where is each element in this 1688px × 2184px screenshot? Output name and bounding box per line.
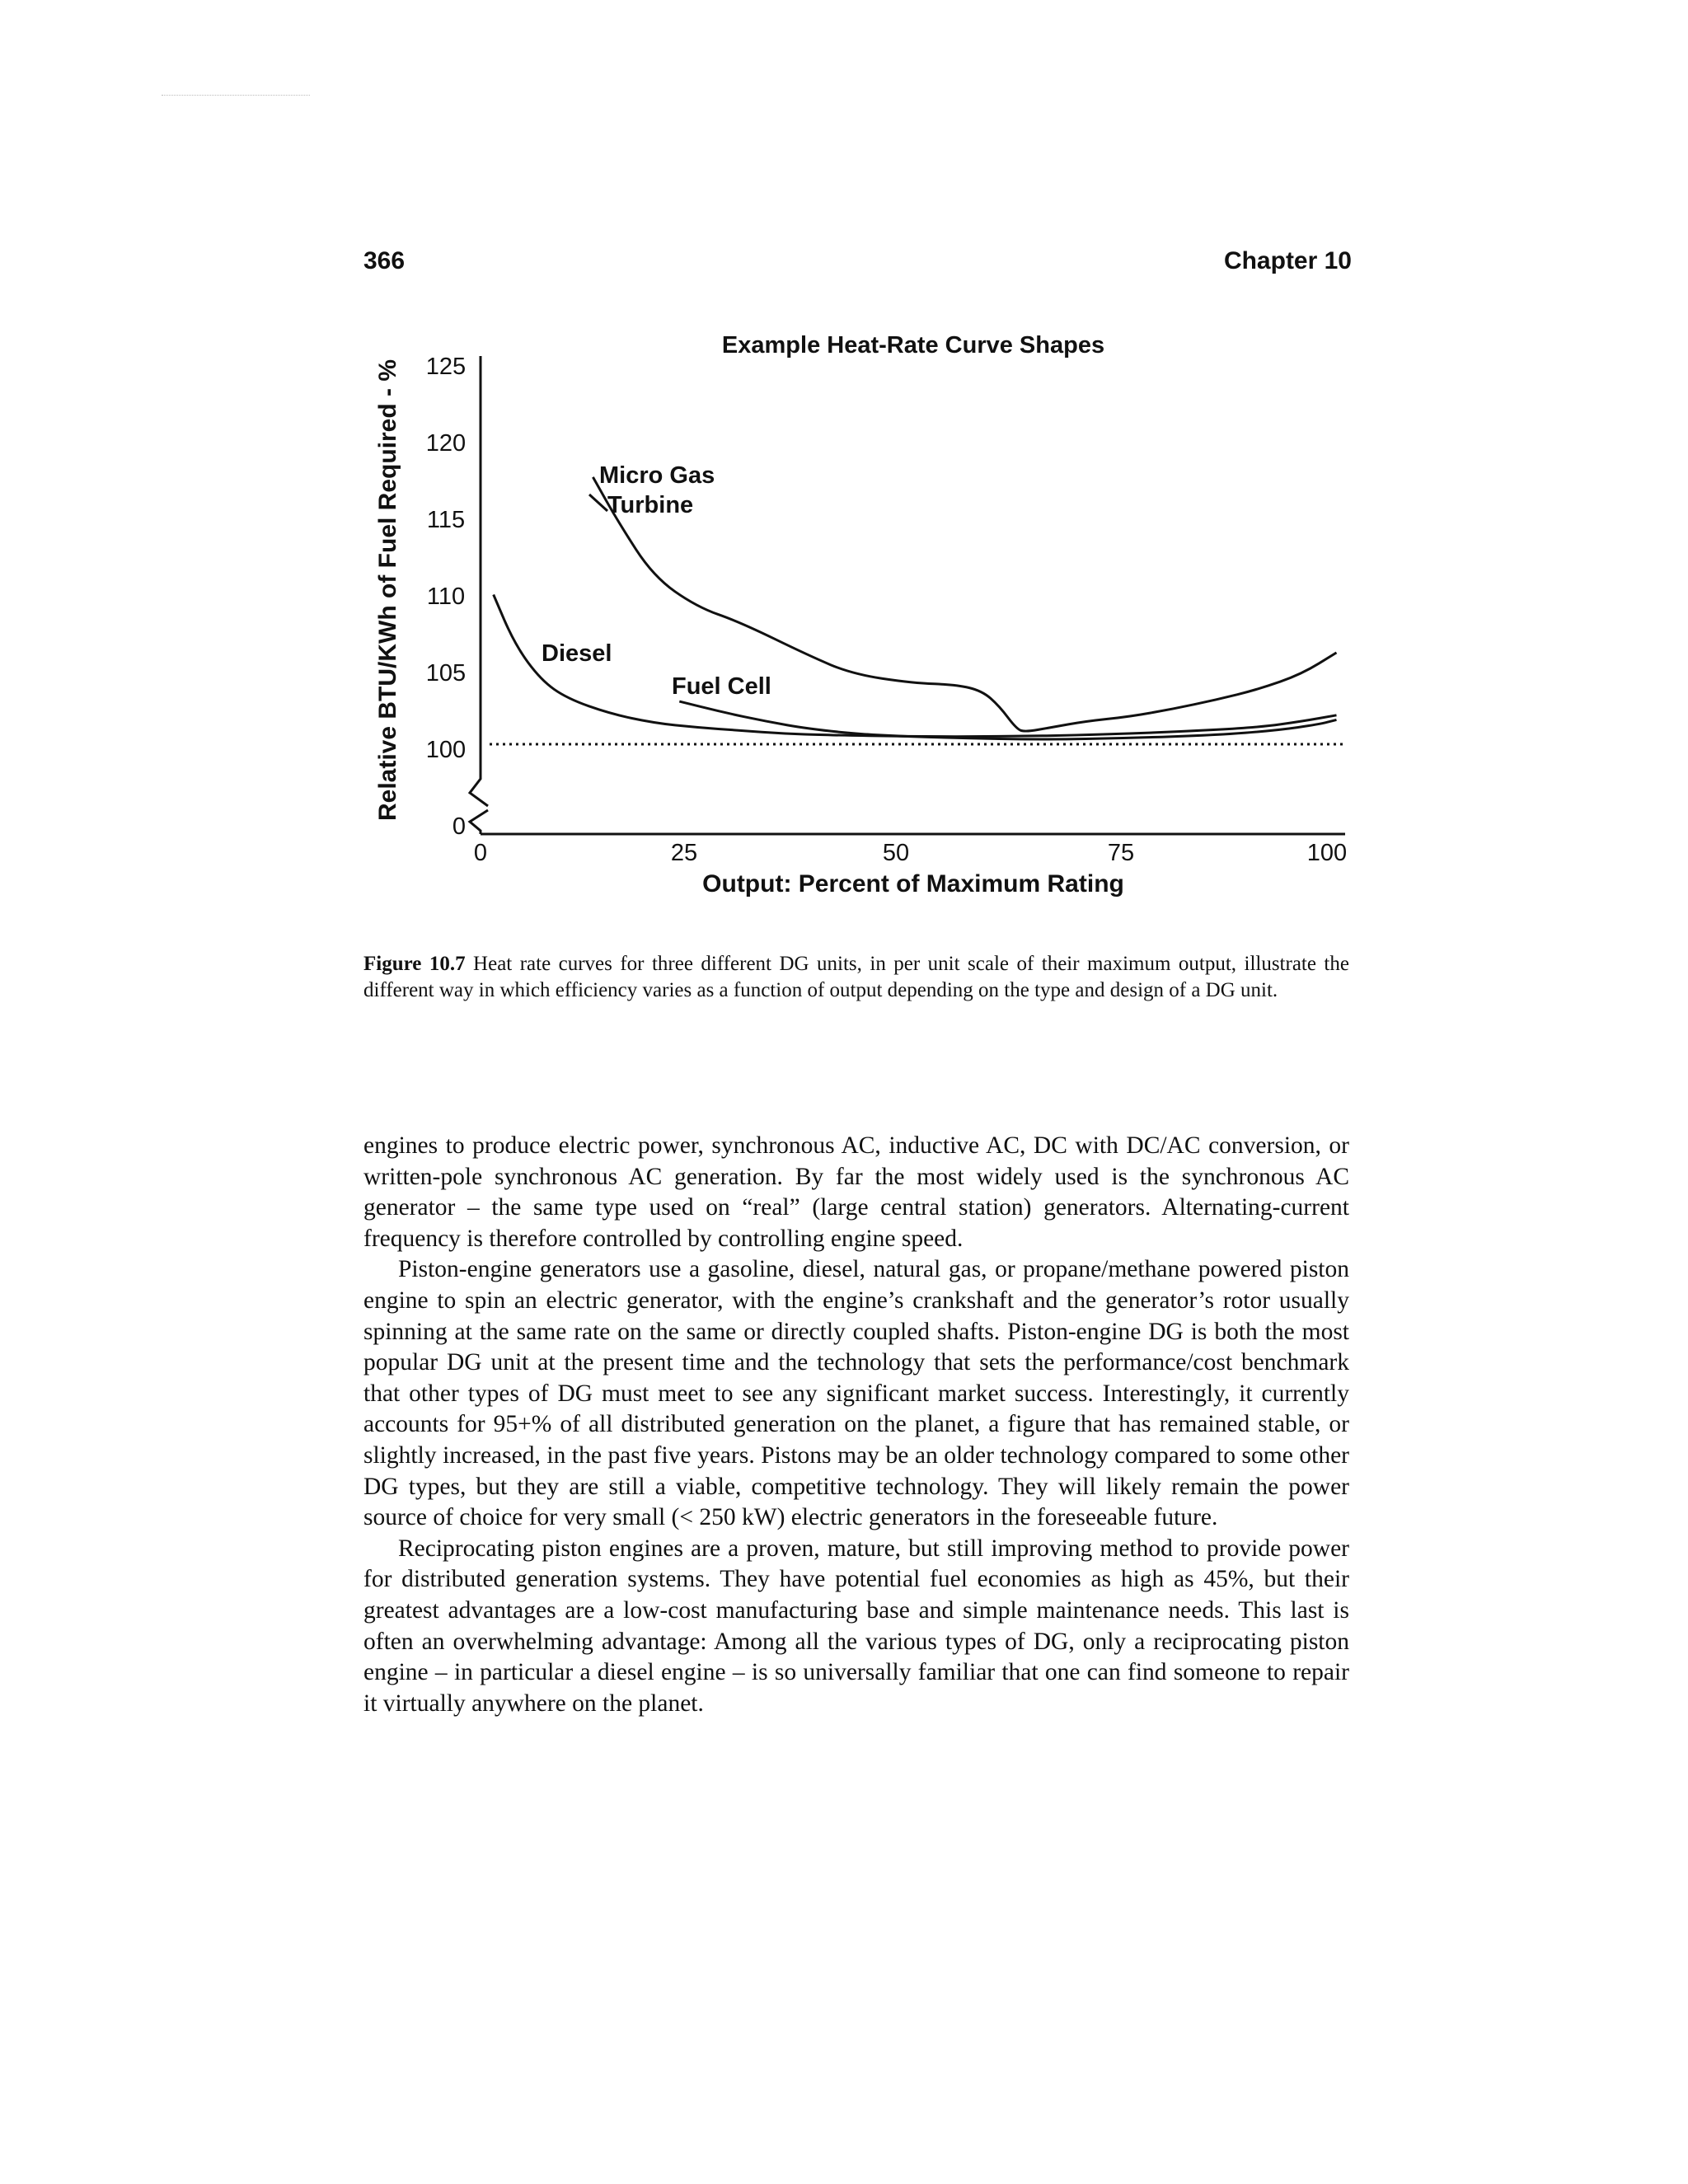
label-fuel-cell: Fuel Cell [672, 673, 771, 700]
label-diesel: Diesel [542, 640, 612, 667]
body-text [363, 1131, 1349, 1719]
y-tick-100: 100 [425, 737, 467, 763]
y-tick-125: 125 [425, 354, 467, 380]
y-axis-upper [470, 356, 488, 806]
x-tick-75: 75 [1107, 840, 1135, 866]
series-line-diesel [494, 595, 1337, 737]
paragraph-1: engines to produce electric power, synchronous AC, inductive AC, DC with DC/AC conversion, or written-pole synchronous AC generation. By far the most widely used is the synchronous AC generator – the same type used on “real” (large central station) generators. Alternating-current frequency is therefore controlled by controlling engine speed. [363, 1132, 1349, 1252]
heat-rate-chart [0, 0, 1688, 923]
y-tick-0: 0 [452, 813, 467, 840]
x-tick-labels [474, 840, 1347, 866]
paragraph-2: Piston-engine generators use a gasoline, diesel, natural gas, or propane/methane powered piston engine to spin an electric generator, with the engine’s crankshaft and the generator’s rotor usually spinning at the same rate on the same or directly coupled shafts. Piston-engine DG is both the most popular DG unit at the present time and the technology that sets the performance/cost benchmark that other types of DG must meet to see any significant market success. Interestingly, it currently accounts for 95+% of all distributed generation on the planet, a figure that has remained stable, or slightly increased, in the past five years. Pistons may be an older technology compared to some other DG types, but they are still a viable, competitive technology. They will likely remain the power source of choice for very small (< 250 kW) electric generators in the foreseeable future. [363, 1256, 1349, 1531]
x-tick-0: 0 [473, 840, 488, 866]
y-axis-label: Relative BTU/KWh of Fuel Required - % [374, 359, 401, 822]
caption-text: Heat rate curves for three different DG units, in per unit scale of their maximum output, illustrate the different way in which efficiency varies as a function of output depending on the type and design of a DG unit. [363, 953, 1349, 1001]
y-tick-115: 115 [426, 507, 466, 533]
running-head: Chapter 10 [1223, 247, 1352, 274]
caption-label: Figure 10.7 [363, 953, 466, 975]
x-tick-25: 25 [670, 840, 698, 866]
label-turbine: Turbine [607, 492, 694, 518]
x-tick-50: 50 [882, 840, 910, 866]
y-tick-labels [426, 354, 466, 840]
x-axis-label: Output: Percent of Maximum Rating [702, 870, 1124, 898]
page-number: 366 [363, 247, 406, 274]
y-axis-lower [470, 810, 488, 834]
x-tick-100: 100 [1306, 840, 1348, 866]
y-tick-120: 120 [425, 430, 467, 457]
y-tick-110: 110 [426, 583, 466, 610]
chart-title: Example Heat-Rate Curve Shapes [721, 332, 1105, 359]
figure-caption [363, 951, 1349, 1004]
paragraph-3: Reciprocating piston engines are a proven, mature, but still improving method to provide power for distributed generation systems. They have potential fuel economies as high as 45%, but their greatest advantages are a low-cost manufacturing base and simple maintenance needs. This last is often an overwhelming advantage: Among all the various types of DG, only a reciprocating piston engine – in particular a diesel engine – is so universally familiar that one can find someone to repair it virtually anywhere on the planet. [363, 1535, 1349, 1717]
label-micro-gas: Micro Gas [599, 462, 715, 489]
y-tick-105: 105 [425, 660, 467, 687]
